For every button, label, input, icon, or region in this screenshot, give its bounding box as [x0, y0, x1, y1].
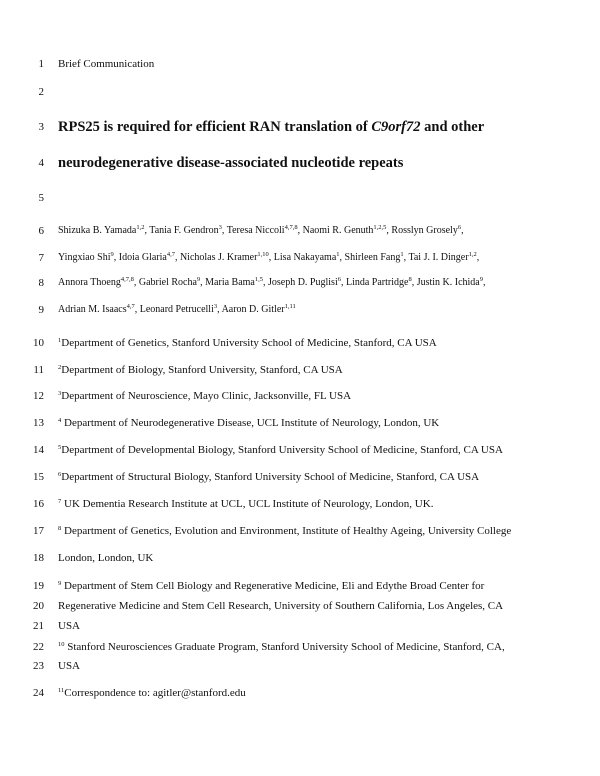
line-number: 20	[33, 600, 44, 612]
affiliation	[58, 497, 433, 511]
line-number: 13	[33, 417, 44, 429]
author-separator: ,	[262, 277, 268, 288]
author-name: Yingxiao Shi	[58, 252, 111, 263]
author-separator: ,	[386, 225, 392, 236]
affiliation-continued: London, London, UK	[58, 552, 154, 564]
line-number: 4	[38, 157, 44, 169]
author-separator: ,	[476, 252, 480, 263]
affiliation-number: 2	[58, 364, 62, 371]
line-number: 2	[38, 86, 44, 98]
author-affiliation-marker: 1,5	[254, 276, 263, 283]
author-name: Leonard Petrucelli	[139, 304, 214, 315]
author-affiliation-marker: 6	[457, 224, 462, 231]
affiliation-continued: Regenerative Medicine and Stem Cell Research, University of Southern California, Los Angeles, CA	[58, 600, 504, 612]
author-affiliation-marker: 8	[408, 276, 412, 283]
affiliation	[58, 579, 484, 593]
line-number: 11	[33, 364, 44, 376]
author-name: Justin K. Ichida	[416, 277, 480, 288]
affiliation-number: 7	[58, 498, 62, 505]
line-number: 22	[33, 641, 44, 653]
author-line	[58, 276, 486, 290]
affiliation	[58, 389, 351, 403]
affiliation	[58, 640, 505, 654]
author-name: Adrian M. Isaacs	[58, 304, 127, 315]
affiliation-text: Department of Genetics, Evolution and Environment, Institute of Healthy Ageing, University College	[64, 525, 512, 537]
author-name: Maria Bama	[205, 277, 255, 288]
affiliation-text: Stanford Neurosciences Graduate Program, Stanford University School of Medicine, Stanford, CA,	[67, 641, 505, 653]
author-name: Naomi R. Genuth	[302, 225, 374, 236]
affiliation-text: Department of Biology, Stanford University, Stanford, CA USA	[61, 364, 343, 376]
line-number: 16	[33, 498, 44, 510]
author-name: Shizuka B. Yamada	[58, 225, 137, 236]
paper-title-line2: neurodegenerative disease-associated nucleotide repeats	[58, 155, 404, 171]
line-number: 3	[38, 121, 44, 133]
affiliation	[58, 524, 511, 538]
line-number: 18	[33, 552, 44, 564]
author-separator: ,	[483, 277, 486, 288]
author-line	[58, 251, 479, 265]
author-separator: ,	[339, 252, 345, 263]
author-affiliation-marker: 1,10	[257, 251, 269, 258]
affiliation-text: Department of Neurodegenerative Disease, UCL Institute of Neurology, London, UK	[64, 417, 440, 429]
line-number: 19	[33, 580, 44, 592]
line-number: 9	[38, 304, 44, 316]
author-name: Lisa Nakayama	[273, 252, 337, 263]
author-affiliation-marker: 1,11	[284, 303, 296, 310]
affiliation-text: Department of Structural Biology, Stanford University School of Medicine, Stanford, CA USA	[61, 471, 480, 483]
author-affiliation-marker: 1,2,5	[373, 224, 387, 231]
affiliation-continued: USA	[58, 620, 81, 632]
author-separator: ,	[297, 225, 303, 236]
author-name: Joseph D. Puglisi	[267, 277, 338, 288]
line-number: 17	[33, 525, 44, 537]
author-affiliation-marker: 9	[479, 276, 483, 283]
article-type: Brief Communication	[58, 58, 155, 70]
author-separator: ,	[144, 225, 150, 236]
affiliation-text: UK Dementia Research Institute at UCL, UCL Institute of Neurology, London, UK.	[64, 498, 434, 510]
affiliation	[58, 470, 479, 484]
line-number: 5	[38, 192, 44, 204]
author-affiliation-marker: 3	[218, 224, 222, 231]
affiliation-number: 4	[58, 417, 62, 424]
author-name: Nicholas J. Kramer	[179, 252, 258, 263]
line-number: 1	[38, 58, 44, 70]
line-number: 8	[38, 277, 44, 289]
author-separator: ,	[217, 304, 222, 315]
author-line	[58, 303, 296, 317]
correspondence	[58, 686, 246, 700]
author-name: Linda Partridge	[345, 277, 409, 288]
title-text: RPS25 is required for efficient RAN translation of	[58, 119, 372, 135]
author-affiliation-marker: 1	[400, 251, 404, 258]
affiliation-number: 6	[58, 471, 62, 478]
author-affiliation-marker: 1,2	[468, 251, 477, 258]
author-name: Aaron D. Gitler	[221, 304, 285, 315]
author-separator: ,	[403, 252, 409, 263]
line-number: 15	[33, 471, 44, 483]
affiliation-number: 3	[58, 390, 62, 397]
author-affiliation-marker: 9	[110, 251, 114, 258]
author-separator: ,	[113, 252, 119, 263]
line-number: 7	[38, 252, 44, 264]
affiliation-text: Department of Genetics, Stanford University School of Medicine, Stanford, CA USA	[61, 337, 437, 349]
author-affiliation-marker: 1,2	[136, 224, 145, 231]
affiliation	[58, 363, 343, 377]
line-number: 10	[33, 337, 44, 349]
author-name: Tania F. Gendron	[149, 225, 219, 236]
author-name: Teresa Niccoli	[226, 225, 285, 236]
author-name: Shirleen Fang	[344, 252, 401, 263]
title-gene-name: C9orf72	[371, 119, 421, 135]
author-line	[58, 224, 464, 238]
affiliation-continued: USA	[58, 660, 81, 672]
author-affiliation-marker: 1	[336, 251, 340, 258]
affiliation-number: 8	[58, 525, 62, 532]
author-affiliation-marker: 3	[213, 303, 218, 310]
author-affiliation-marker: 4,7,8	[284, 224, 298, 231]
author-name: Annora Thoeng	[58, 277, 121, 288]
author-separator: ,	[200, 277, 206, 288]
affiliation-number: 5	[58, 444, 62, 451]
author-affiliation-marker: 9	[196, 276, 201, 283]
author-name: Tai J. I. Dinger	[408, 252, 469, 263]
affiliation-number: 9	[58, 580, 62, 587]
author-separator: ,	[461, 225, 464, 236]
paper-title-line1	[58, 118, 484, 136]
line-number: 12	[33, 390, 44, 402]
author-affiliation-marker: 6	[337, 276, 341, 283]
author-separator: ,	[411, 277, 417, 288]
affiliation-text: Department of Stem Cell Biology and Regenerative Medicine, Eli and Edythe Broad Center for	[64, 580, 485, 592]
line-number: 6	[38, 225, 44, 237]
line-number: 23	[33, 660, 44, 672]
affiliation-number: 11	[58, 687, 65, 694]
line-number: 14	[33, 444, 44, 456]
author-separator: ,	[133, 277, 139, 288]
author-name: Rosslyn Grosely	[391, 225, 458, 236]
author-separator: ,	[340, 277, 346, 288]
author-affiliation-marker: 4,7	[166, 251, 175, 258]
author-name: Gabriel Rocha	[138, 277, 197, 288]
author-separator: ,	[268, 252, 274, 263]
author-affiliation-marker: 4,7,8	[120, 276, 134, 283]
author-separator: ,	[134, 304, 140, 315]
affiliation	[58, 443, 503, 457]
line-number: 21	[33, 620, 44, 632]
affiliation-text: Correspondence to: agitler@stanford.edu	[64, 687, 246, 699]
affiliation-number: 1	[58, 337, 62, 344]
affiliation-number: 10	[58, 641, 65, 648]
author-separator: ,	[174, 252, 180, 263]
affiliation-text: Department of Neuroscience, Mayo Clinic, Jacksonville, FL USA	[61, 390, 352, 402]
author-affiliation-marker: 4,7	[126, 303, 135, 310]
affiliation	[58, 336, 437, 350]
affiliation-text: Department of Developmental Biology, Stanford University School of Medicine, Stanford, CA USA	[61, 444, 503, 456]
author-separator: ,	[221, 225, 227, 236]
title-text: and other	[420, 119, 485, 135]
author-name: Idoia Glaria	[118, 252, 167, 263]
line-number: 24	[33, 687, 44, 699]
affiliation	[58, 416, 439, 430]
